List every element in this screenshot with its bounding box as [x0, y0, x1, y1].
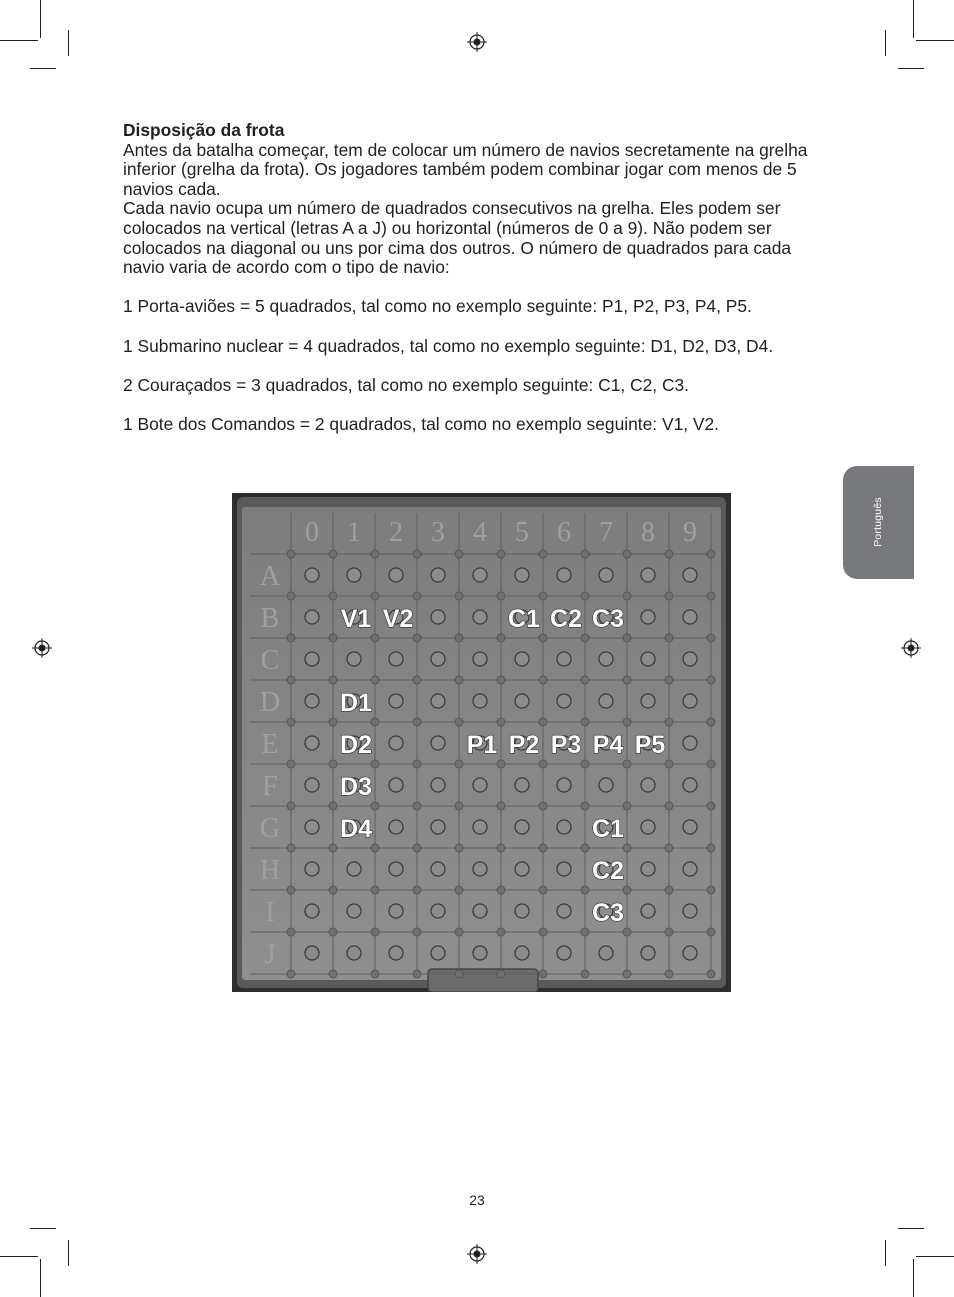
grid-nub	[623, 970, 631, 978]
grid-nub	[707, 550, 715, 558]
peg-hole	[347, 946, 361, 960]
crop-mark	[68, 1240, 69, 1266]
column-label: 7	[599, 517, 613, 548]
ship-label: D3	[340, 773, 372, 801]
peg-hole	[557, 904, 571, 918]
peg-hole	[473, 778, 487, 792]
peg-hole	[641, 610, 655, 624]
grid-nub	[287, 886, 295, 894]
grid-nub	[287, 844, 295, 852]
peg-hole	[515, 904, 529, 918]
grid-nub	[413, 592, 421, 600]
peg-hole	[305, 946, 319, 960]
peg-hole	[389, 652, 403, 666]
grid-nub	[413, 634, 421, 642]
grid-nub	[581, 844, 589, 852]
ship-label: C2	[550, 605, 582, 633]
grid-nub	[497, 550, 505, 558]
grid-nub	[707, 676, 715, 684]
peg-hole	[431, 820, 445, 834]
grid-nub	[329, 760, 337, 768]
ship-rule-battleship: 2 Couraçados = 3 quadrados, tal como no exemplo seguinte: C1, C2, C3.	[123, 374, 690, 395]
grid-nub	[329, 802, 337, 810]
peg-hole	[389, 862, 403, 876]
peg-hole	[557, 820, 571, 834]
peg-hole	[599, 652, 613, 666]
grid-nub	[371, 886, 379, 894]
peg-hole	[431, 946, 445, 960]
grid-nub	[539, 718, 547, 726]
grid-nub	[329, 718, 337, 726]
peg-hole	[641, 694, 655, 708]
ship-label: P2	[508, 731, 540, 759]
grid-nub	[455, 550, 463, 558]
grid-nub	[623, 592, 631, 600]
peg-hole	[641, 652, 655, 666]
column-label: 8	[641, 517, 655, 548]
grid-nub	[665, 718, 673, 726]
column-label: 4	[473, 517, 487, 548]
grid-nub	[707, 844, 715, 852]
grid-nub	[371, 592, 379, 600]
grid-nub	[287, 760, 295, 768]
peg-hole	[683, 862, 697, 876]
grid-nub	[623, 802, 631, 810]
peg-hole	[557, 778, 571, 792]
grid-nub	[413, 970, 421, 978]
peg-hole	[599, 568, 613, 582]
row-label: H	[259, 855, 281, 886]
grid-nub	[287, 634, 295, 642]
peg-hole	[515, 694, 529, 708]
grid-nub	[371, 970, 379, 978]
peg-hole	[305, 904, 319, 918]
grid-nub	[539, 592, 547, 600]
grid-nub	[707, 970, 715, 978]
peg-hole	[431, 736, 445, 750]
grid-nub	[329, 676, 337, 684]
ship-label: P1	[466, 731, 498, 759]
grid-nub	[581, 550, 589, 558]
grid-nub	[581, 634, 589, 642]
grid-nub	[665, 760, 673, 768]
grid-nub	[371, 550, 379, 558]
row-label: E	[261, 729, 279, 760]
peg-hole	[473, 862, 487, 876]
grid-nub	[539, 550, 547, 558]
peg-hole	[515, 820, 529, 834]
peg-hole	[641, 946, 655, 960]
crop-mark	[40, 0, 41, 38]
grid-nub	[581, 676, 589, 684]
grid-nub	[707, 634, 715, 642]
grid-nub	[539, 634, 547, 642]
ship-rule-submarine: 1 Submarino nuclear = 4 quadrados, tal como no exemplo seguinte: D1, D2, D3, D4.	[123, 335, 774, 356]
peg-hole	[305, 694, 319, 708]
peg-hole	[305, 862, 319, 876]
grid-nub	[455, 886, 463, 894]
page-number: 23	[469, 1192, 485, 1208]
grid-nub	[581, 718, 589, 726]
row-label: I	[265, 897, 275, 928]
peg-hole	[473, 652, 487, 666]
grid-nub	[707, 928, 715, 936]
peg-hole	[473, 694, 487, 708]
grid-nub	[497, 928, 505, 936]
row-label: B	[260, 603, 280, 634]
crop-mark	[916, 1256, 954, 1257]
grid-nub	[623, 676, 631, 684]
peg-hole	[347, 652, 361, 666]
grid-nub	[707, 718, 715, 726]
peg-hole	[557, 862, 571, 876]
peg-hole	[473, 820, 487, 834]
grid-nub	[497, 802, 505, 810]
ship-label: P3	[550, 731, 582, 759]
peg-hole	[641, 904, 655, 918]
grid-nub	[329, 634, 337, 642]
peg-hole	[599, 778, 613, 792]
ship-label: C3	[592, 899, 624, 927]
grid-nub	[413, 550, 421, 558]
peg-hole	[431, 778, 445, 792]
grid-nub	[539, 760, 547, 768]
peg-hole	[473, 904, 487, 918]
grid-nub	[455, 802, 463, 810]
peg-hole	[347, 904, 361, 918]
grid-nub	[707, 592, 715, 600]
grid-nub	[497, 592, 505, 600]
grid-nub	[623, 760, 631, 768]
grid-nub	[413, 676, 421, 684]
peg-hole	[389, 820, 403, 834]
grid-nub	[539, 676, 547, 684]
ship-label: P4	[592, 731, 624, 759]
grid-nub	[581, 970, 589, 978]
grid-nub	[455, 592, 463, 600]
grid-nub	[665, 886, 673, 894]
peg-hole	[431, 610, 445, 624]
grid-nub	[539, 970, 547, 978]
peg-hole	[305, 820, 319, 834]
rules-paragraph: Cada navio ocupa um número de quadrados consecutivos na grelha. Eles podem ser colocados na vertical (letras A a J) ou horizontal (números de 0 a 9). Não podem ser colocados na diagonal ou uns por cima dos outros. O número de quadrados para cada navio varia de acordo com o tipo de navio:	[123, 198, 792, 278]
grid-nub	[371, 928, 379, 936]
grid-nub	[581, 802, 589, 810]
grid-nub	[371, 802, 379, 810]
peg-hole	[515, 862, 529, 876]
crop-mark	[30, 1228, 56, 1229]
peg-hole	[389, 568, 403, 582]
peg-hole	[641, 862, 655, 876]
grid-nub	[707, 760, 715, 768]
ship-label: V2	[382, 605, 414, 633]
fleet-grid	[232, 493, 731, 992]
registration-mark-icon	[901, 638, 921, 658]
grid-nub	[497, 886, 505, 894]
grid-nub	[371, 676, 379, 684]
peg-hole	[557, 694, 571, 708]
grid-nub	[497, 844, 505, 852]
grid-nub	[665, 802, 673, 810]
grid-nub	[665, 634, 673, 642]
crop-mark	[898, 1228, 924, 1229]
grid-nub	[455, 760, 463, 768]
peg-hole	[305, 568, 319, 582]
peg-hole	[683, 694, 697, 708]
grid-nub	[287, 592, 295, 600]
grid-nub	[287, 802, 295, 810]
peg-hole	[389, 778, 403, 792]
section-heading: Disposição da frota	[123, 120, 285, 140]
grid-nub	[665, 844, 673, 852]
column-label: 1	[347, 517, 361, 548]
crop-mark	[916, 40, 954, 41]
peg-hole	[557, 946, 571, 960]
grid-nub	[539, 886, 547, 894]
peg-hole	[683, 820, 697, 834]
row-label: A	[259, 561, 281, 592]
ship-label: V1	[340, 605, 372, 633]
peg-hole	[473, 946, 487, 960]
grid-nub	[455, 718, 463, 726]
peg-hole	[641, 568, 655, 582]
grid-nub	[371, 718, 379, 726]
peg-hole	[389, 736, 403, 750]
peg-hole	[683, 652, 697, 666]
grid-nub	[329, 886, 337, 894]
crop-mark	[898, 68, 924, 69]
grid-nub	[497, 718, 505, 726]
text-content	[123, 121, 835, 435]
registration-mark-icon	[32, 638, 52, 658]
peg-hole	[557, 652, 571, 666]
column-label: 3	[431, 517, 445, 548]
peg-hole	[683, 568, 697, 582]
peg-hole	[683, 610, 697, 624]
row-label: J	[264, 939, 276, 970]
column-label: 2	[389, 517, 403, 548]
grid-nub	[455, 970, 463, 978]
grid-nub	[371, 760, 379, 768]
grid-nub	[413, 802, 421, 810]
peg-hole	[599, 694, 613, 708]
grid-nub	[413, 760, 421, 768]
row-label: G	[259, 813, 281, 844]
grid-nub	[623, 718, 631, 726]
ship-label: C3	[592, 605, 624, 633]
crop-mark	[913, 1259, 914, 1297]
crop-mark	[68, 30, 69, 56]
peg-hole	[515, 778, 529, 792]
grid-nub	[455, 844, 463, 852]
grid-nub	[371, 844, 379, 852]
grid-nub	[581, 592, 589, 600]
peg-hole	[305, 736, 319, 750]
peg-hole	[599, 946, 613, 960]
grid-nub	[413, 844, 421, 852]
peg-hole	[431, 904, 445, 918]
grid-nub	[623, 928, 631, 936]
ship-label: P5	[634, 731, 666, 759]
ship-label: C1	[508, 605, 540, 633]
crop-mark	[0, 1256, 38, 1257]
ship-label: D1	[340, 689, 372, 717]
ship-rule-carrier: 1 Porta-aviões = 5 quadrados, tal como no exemplo seguinte: P1, P2, P3, P4, P5.	[123, 296, 752, 317]
column-label: 0	[305, 517, 319, 548]
crop-mark	[885, 30, 886, 56]
grid-nub	[623, 550, 631, 558]
grid-nub	[413, 718, 421, 726]
language-tab	[843, 466, 914, 579]
row-label: F	[262, 771, 278, 802]
peg-hole	[641, 778, 655, 792]
ship-label: D2	[340, 731, 372, 759]
ship-label: D4	[340, 815, 372, 843]
grid-nub	[707, 802, 715, 810]
grid-nub	[329, 844, 337, 852]
grid-nub	[539, 928, 547, 936]
peg-hole	[683, 778, 697, 792]
peg-hole	[641, 820, 655, 834]
ship-label: C2	[592, 857, 624, 885]
peg-hole	[515, 568, 529, 582]
peg-hole	[347, 862, 361, 876]
crop-mark	[40, 1259, 41, 1297]
crop-mark	[913, 0, 914, 38]
column-label: 9	[683, 517, 697, 548]
grid-nub	[539, 844, 547, 852]
peg-hole	[683, 736, 697, 750]
peg-hole	[683, 946, 697, 960]
ship-rule-commando-boat: 1 Bote dos Comandos = 2 quadrados, tal como no exemplo seguinte: V1, V2.	[123, 413, 720, 434]
grid-nub	[455, 634, 463, 642]
grid-nub	[665, 676, 673, 684]
grid-nub	[287, 970, 295, 978]
column-label: 5	[515, 517, 529, 548]
grid-nub	[455, 676, 463, 684]
grid-nub	[413, 928, 421, 936]
peg-hole	[431, 694, 445, 708]
peg-hole	[473, 610, 487, 624]
peg-hole	[305, 652, 319, 666]
peg-hole	[431, 862, 445, 876]
grid-nub	[329, 592, 337, 600]
registration-mark-icon	[467, 1244, 487, 1264]
grid-nub	[497, 634, 505, 642]
peg-hole	[389, 904, 403, 918]
grid-nub	[581, 886, 589, 894]
grid-nub	[497, 970, 505, 978]
peg-hole	[305, 610, 319, 624]
grid-nub	[287, 676, 295, 684]
row-label: C	[260, 645, 280, 676]
grid-nub	[539, 802, 547, 810]
intro-paragraph: Antes da batalha começar, tem de colocar um número de navios secretamente na grelha inferior (grelha da frota). Os jogadores também podem combinar jogar com menos de 5 navios cada.	[123, 139, 808, 199]
grid-nub	[497, 760, 505, 768]
grid-nub	[329, 550, 337, 558]
peg-hole	[557, 568, 571, 582]
peg-hole	[431, 652, 445, 666]
peg-hole	[515, 652, 529, 666]
grid-nub	[497, 676, 505, 684]
grid-nub	[665, 592, 673, 600]
peg-hole	[305, 778, 319, 792]
board-hinge	[428, 969, 538, 992]
peg-hole	[515, 946, 529, 960]
grid-nub	[371, 634, 379, 642]
grid-nub	[623, 844, 631, 852]
grid-nub	[623, 886, 631, 894]
ship-label: C1	[592, 815, 624, 843]
peg-hole	[683, 904, 697, 918]
grid-nub	[665, 970, 673, 978]
registration-mark-icon	[467, 32, 487, 52]
crop-mark	[0, 40, 38, 41]
grid-nub	[287, 718, 295, 726]
grid-nub	[287, 928, 295, 936]
grid-nub	[329, 970, 337, 978]
row-label: D	[259, 687, 281, 718]
grid-nub	[455, 928, 463, 936]
column-label: 6	[557, 517, 571, 548]
grid-nub	[581, 760, 589, 768]
grid-nub	[287, 550, 295, 558]
peg-hole	[473, 568, 487, 582]
grid-nub	[329, 928, 337, 936]
peg-hole	[431, 568, 445, 582]
grid-nub	[413, 886, 421, 894]
grid-nub	[707, 886, 715, 894]
peg-hole	[389, 946, 403, 960]
grid-nub	[623, 634, 631, 642]
crop-mark	[30, 68, 56, 69]
grid-nub	[665, 928, 673, 936]
language-tab-label: Português	[872, 497, 884, 547]
grid-nub	[665, 550, 673, 558]
grid-nub	[581, 928, 589, 936]
peg-hole	[347, 568, 361, 582]
fleet-grid-image	[232, 493, 731, 992]
crop-mark	[885, 1240, 886, 1266]
peg-hole	[389, 694, 403, 708]
